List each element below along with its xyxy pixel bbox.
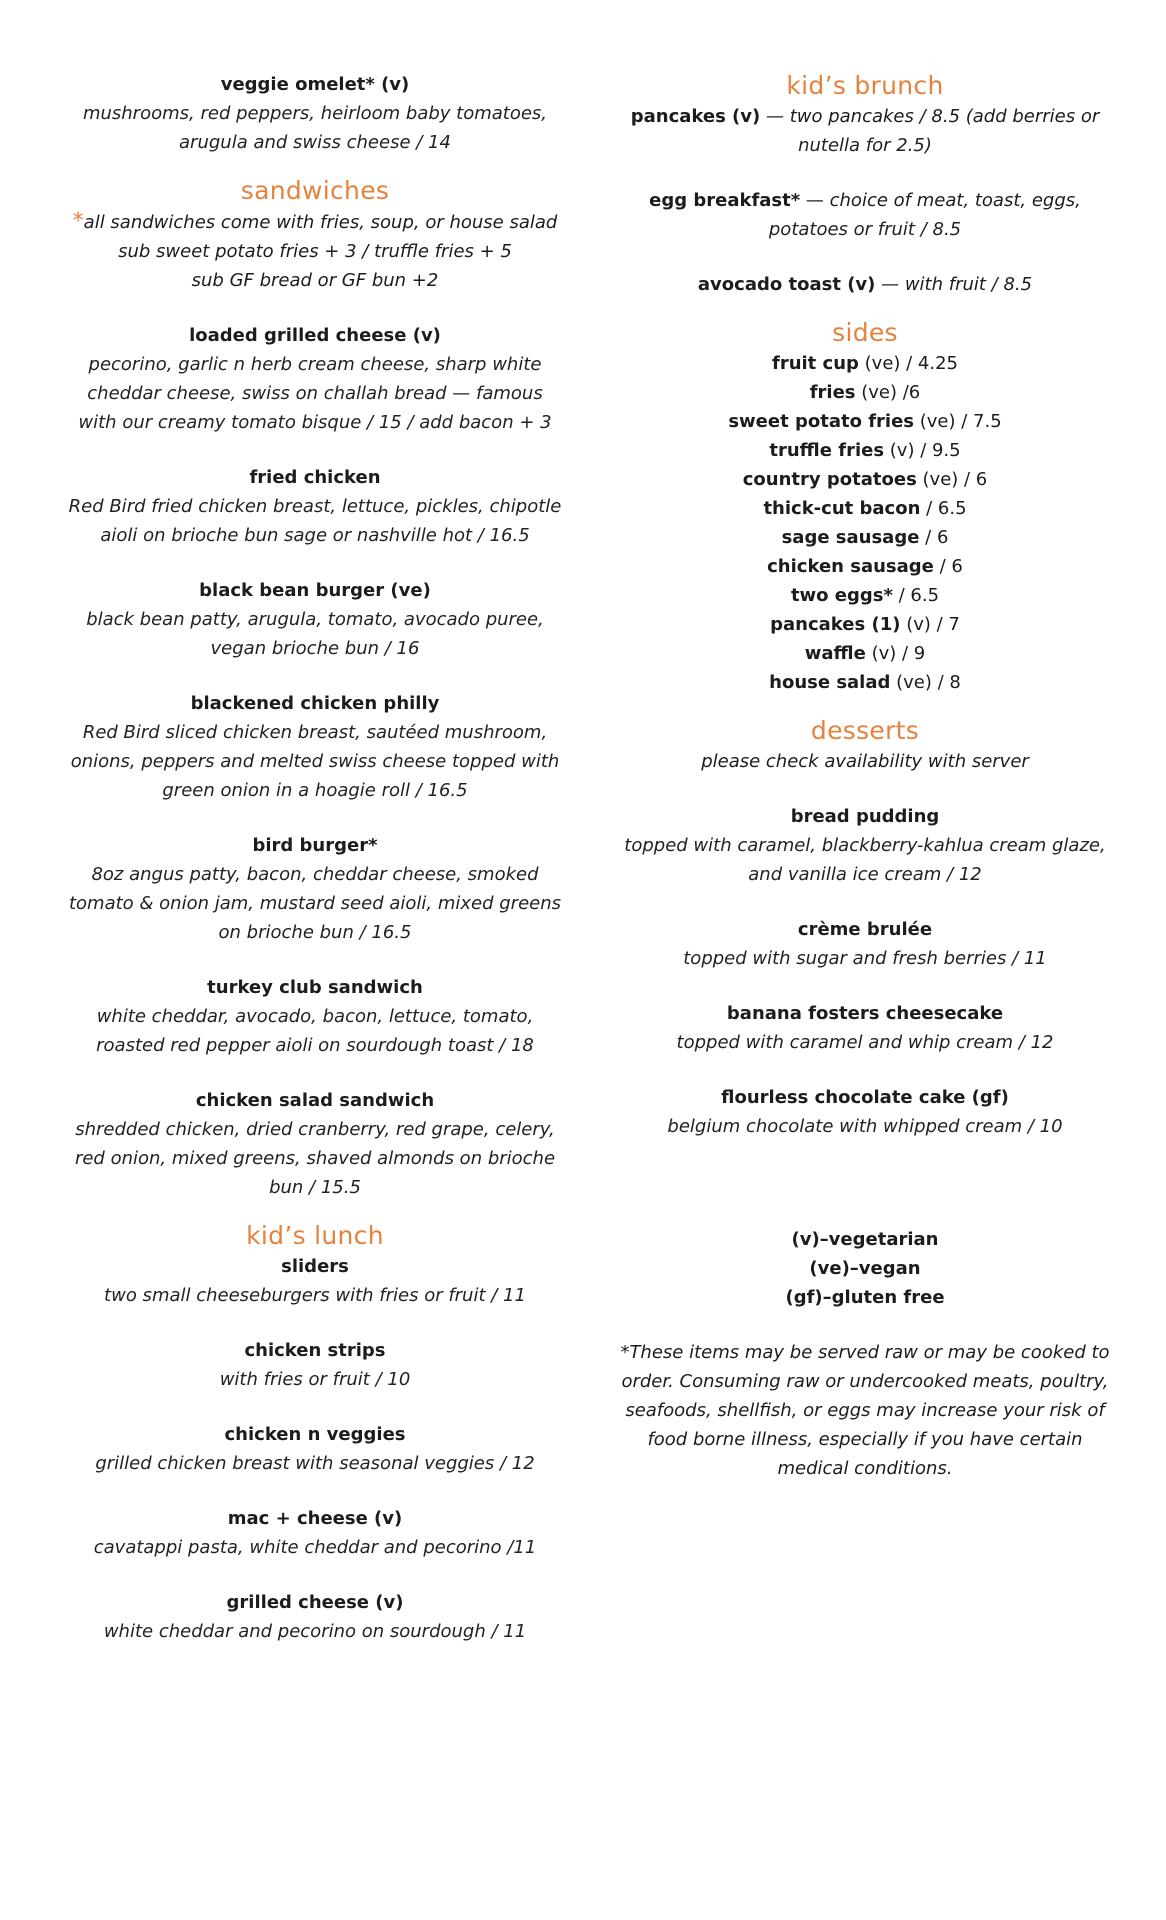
- item-desc: nutella for 2.5): [798, 135, 932, 156]
- item-desc: topped with caramel, blackberry-kahlua cream glaze,: [624, 835, 1106, 856]
- item-name: chicken n veggies: [224, 1424, 406, 1445]
- sides-list: [610, 349, 1120, 697]
- item-name: black bean burger (ve): [199, 580, 431, 601]
- right-column: [610, 70, 1120, 1483]
- menu-item-avocado-toast: [610, 270, 1120, 299]
- section-heading-desserts: desserts: [810, 716, 920, 745]
- legend-vegetarian: (v)–vegetarian: [791, 1229, 939, 1250]
- item-desc: with our creamy tomato bisque / 15 / add bacon + 3: [78, 412, 552, 433]
- item-desc: aioli on brioche bun sage or nashville hot / 16.5: [100, 525, 530, 546]
- menu-item-chicken-n-veggies: [60, 1420, 570, 1478]
- section-heading-kids-brunch: kid’s brunch: [786, 71, 944, 100]
- item-name: banana fosters cheesecake: [726, 1003, 1004, 1024]
- side-item: sweet potato fries (ve) / 7.5: [728, 411, 1002, 432]
- item-name: veggie omelet* (v): [220, 74, 410, 95]
- menu-item-flourless-chocolate-cake: [610, 1083, 1120, 1141]
- side-item: waffle (v) / 9: [804, 643, 926, 664]
- item-desc: arugula and swiss cheese / 14: [179, 132, 451, 153]
- item-desc: bun / 15.5: [269, 1177, 361, 1198]
- item-name: egg breakfast*: [649, 190, 801, 211]
- menu-item-kids-pancakes: [610, 102, 1120, 160]
- desserts-note: please check availability with server: [701, 751, 1029, 772]
- disclaimer-line: *These items may be served raw or may be cooked to: [620, 1342, 1110, 1363]
- side-item: thick-cut bacon / 6.5: [763, 498, 967, 519]
- asterisk-mark: *: [72, 209, 84, 234]
- item-name: chicken strips: [244, 1340, 386, 1361]
- item-name: bird burger*: [252, 835, 378, 856]
- item-desc: green onion in a hoagie roll / 16.5: [162, 780, 468, 801]
- side-item: chicken sausage / 6: [767, 556, 963, 577]
- item-desc: on brioche bun / 16.5: [218, 922, 412, 943]
- menu-item-sliders: [60, 1252, 570, 1310]
- side-item: fruit cup (ve) / 4.25: [771, 353, 959, 374]
- left-column: [60, 70, 570, 1646]
- item-name: sliders: [281, 1256, 349, 1277]
- sandwiches-notes: [60, 207, 570, 295]
- menu-item-kids-grilled-cheese: [60, 1588, 570, 1646]
- disclaimer-line: medical conditions.: [777, 1458, 953, 1479]
- item-name: chicken salad sandwich: [195, 1090, 435, 1111]
- item-desc: red onion, mixed greens, shaved almonds on brioche: [74, 1148, 556, 1169]
- item-desc: Red Bird fried chicken breast, lettuce, pickles, chipotle: [68, 496, 562, 517]
- item-name: bread pudding: [790, 806, 940, 827]
- item-desc: topped with sugar and fresh berries / 11: [683, 948, 1047, 969]
- item-name: grilled cheese (v): [226, 1592, 404, 1613]
- item-desc: pecorino, garlic n herb cream cheese, sharp white: [88, 354, 542, 375]
- item-name: crème brulée: [797, 919, 933, 940]
- item-line: avocado toast (v) — with fruit / 8.5: [697, 274, 1033, 295]
- menu-item-black-bean-burger: [60, 576, 570, 663]
- item-desc: 8oz angus patty, bacon, cheddar cheese, smoked: [91, 864, 539, 885]
- item-desc: belgium chocolate with whipped cream / 10: [667, 1116, 1063, 1137]
- item-name: avocado toast (v): [697, 274, 876, 295]
- item-line: egg breakfast* — choice of meat, toast, eggs,: [649, 190, 1081, 211]
- menu-item-blackened-chicken-philly: [60, 689, 570, 805]
- menu-item-egg-breakfast: [610, 186, 1120, 244]
- item-desc: choice of meat, toast, eggs,: [829, 190, 1081, 211]
- item-desc: black bean patty, arugula, tomato, avocado puree,: [86, 609, 544, 630]
- item-desc: shredded chicken, dried cranberry, red grape, celery,: [75, 1119, 555, 1140]
- item-name: mac + cheese (v): [227, 1508, 403, 1529]
- sandwiches-note: *all sandwiches come with fries, soup, or house salad: [72, 209, 558, 234]
- item-line: pancakes (v) — two pancakes / 8.5 (add berries or: [630, 106, 1100, 127]
- item-desc: with fruit / 8.5: [904, 274, 1033, 295]
- item-name: fried chicken: [249, 467, 381, 488]
- item-desc: with fries or fruit / 10: [219, 1369, 411, 1390]
- menu-item-bird-burger: [60, 831, 570, 947]
- menu-item-mac-cheese: [60, 1504, 570, 1562]
- item-desc: two pancakes / 8.5 (add berries or: [789, 106, 1100, 127]
- menu-item-chicken-salad-sandwich: [60, 1086, 570, 1202]
- section-heading-sides: sides: [832, 318, 898, 347]
- side-item: two eggs* / 6.5: [790, 585, 940, 606]
- legend-vegan: (ve)–vegan: [809, 1258, 921, 1279]
- item-desc: potatoes or fruit / 8.5: [768, 219, 962, 240]
- item-desc: onions, peppers and melted swiss cheese topped with: [70, 751, 560, 772]
- item-desc: vegan brioche bun / 16: [210, 638, 420, 659]
- menu-item-banana-fosters-cheesecake: [610, 999, 1120, 1057]
- item-desc: grilled chicken breast with seasonal veggies / 12: [95, 1453, 535, 1474]
- food-safety-disclaimer: [610, 1338, 1120, 1483]
- menu-item-turkey-club: [60, 973, 570, 1060]
- item-desc: Red Bird sliced chicken breast, sautéed mushroom,: [82, 722, 548, 743]
- menu-item-veggie-omelet: [60, 70, 570, 157]
- sandwiches-note: sub sweet potato fries + 3 / truffle fries + 5: [118, 241, 512, 262]
- menu-item-fried-chicken: [60, 463, 570, 550]
- item-name: turkey club sandwich: [207, 977, 423, 998]
- section-heading-kids-lunch: kid’s lunch: [246, 1221, 384, 1250]
- item-desc: cavatappi pasta, white cheddar and pecorino /11: [93, 1537, 537, 1558]
- disclaimer-line: order. Consuming raw or undercooked meats, poultry,: [621, 1371, 1109, 1392]
- item-name: flourless chocolate cake (gf): [721, 1087, 1009, 1108]
- item-name: blackened chicken philly: [190, 693, 440, 714]
- side-item: fries (ve) /6: [809, 382, 921, 403]
- disclaimer-line: seafoods, shellfish, or eggs may increase your risk of: [625, 1400, 1105, 1421]
- menu-item-loaded-grilled-cheese: [60, 321, 570, 437]
- legend-gluten-free: (gf)–gluten free: [785, 1287, 945, 1308]
- side-item: pancakes (1) (v) / 7: [770, 614, 960, 635]
- menu-item-bread-pudding: [610, 802, 1120, 889]
- item-desc: tomato & onion jam, mustard seed aioli, mixed greens: [68, 893, 562, 914]
- item-desc: white cheddar, avocado, bacon, lettuce, tomato,: [96, 1006, 534, 1027]
- sandwiches-note: sub GF bread or GF bun +2: [191, 270, 439, 291]
- disclaimer-line: food borne illness, especially if you have certain: [647, 1429, 1083, 1450]
- menu-item-creme-brulee: [610, 915, 1120, 973]
- item-desc: cheddar cheese, swiss on challah bread — famous: [87, 383, 543, 404]
- menu-item-chicken-strips: [60, 1336, 570, 1394]
- item-desc: two small cheeseburgers with fries or fruit / 11: [104, 1285, 526, 1306]
- item-desc: white cheddar and pecorino on sourdough / 11: [103, 1621, 527, 1642]
- item-desc: mushrooms, red peppers, heirloom baby tomatoes,: [82, 103, 548, 124]
- item-desc: topped with caramel and whip cream / 12: [676, 1032, 1054, 1053]
- section-heading-sandwiches: sandwiches: [240, 176, 390, 205]
- side-item: house salad (ve) / 8: [769, 672, 961, 693]
- item-name: pancakes (v): [630, 106, 761, 127]
- diet-legend: [610, 1225, 1120, 1312]
- side-item: sage sausage / 6: [781, 527, 949, 548]
- item-desc: roasted red pepper aioli on sourdough toast / 18: [96, 1035, 534, 1056]
- side-item: country potatoes (ve) / 6: [742, 469, 988, 490]
- item-name: loaded grilled cheese (v): [189, 325, 441, 346]
- side-item: truffle fries (v) / 9.5: [769, 440, 961, 461]
- item-desc: and vanilla ice cream / 12: [748, 864, 982, 885]
